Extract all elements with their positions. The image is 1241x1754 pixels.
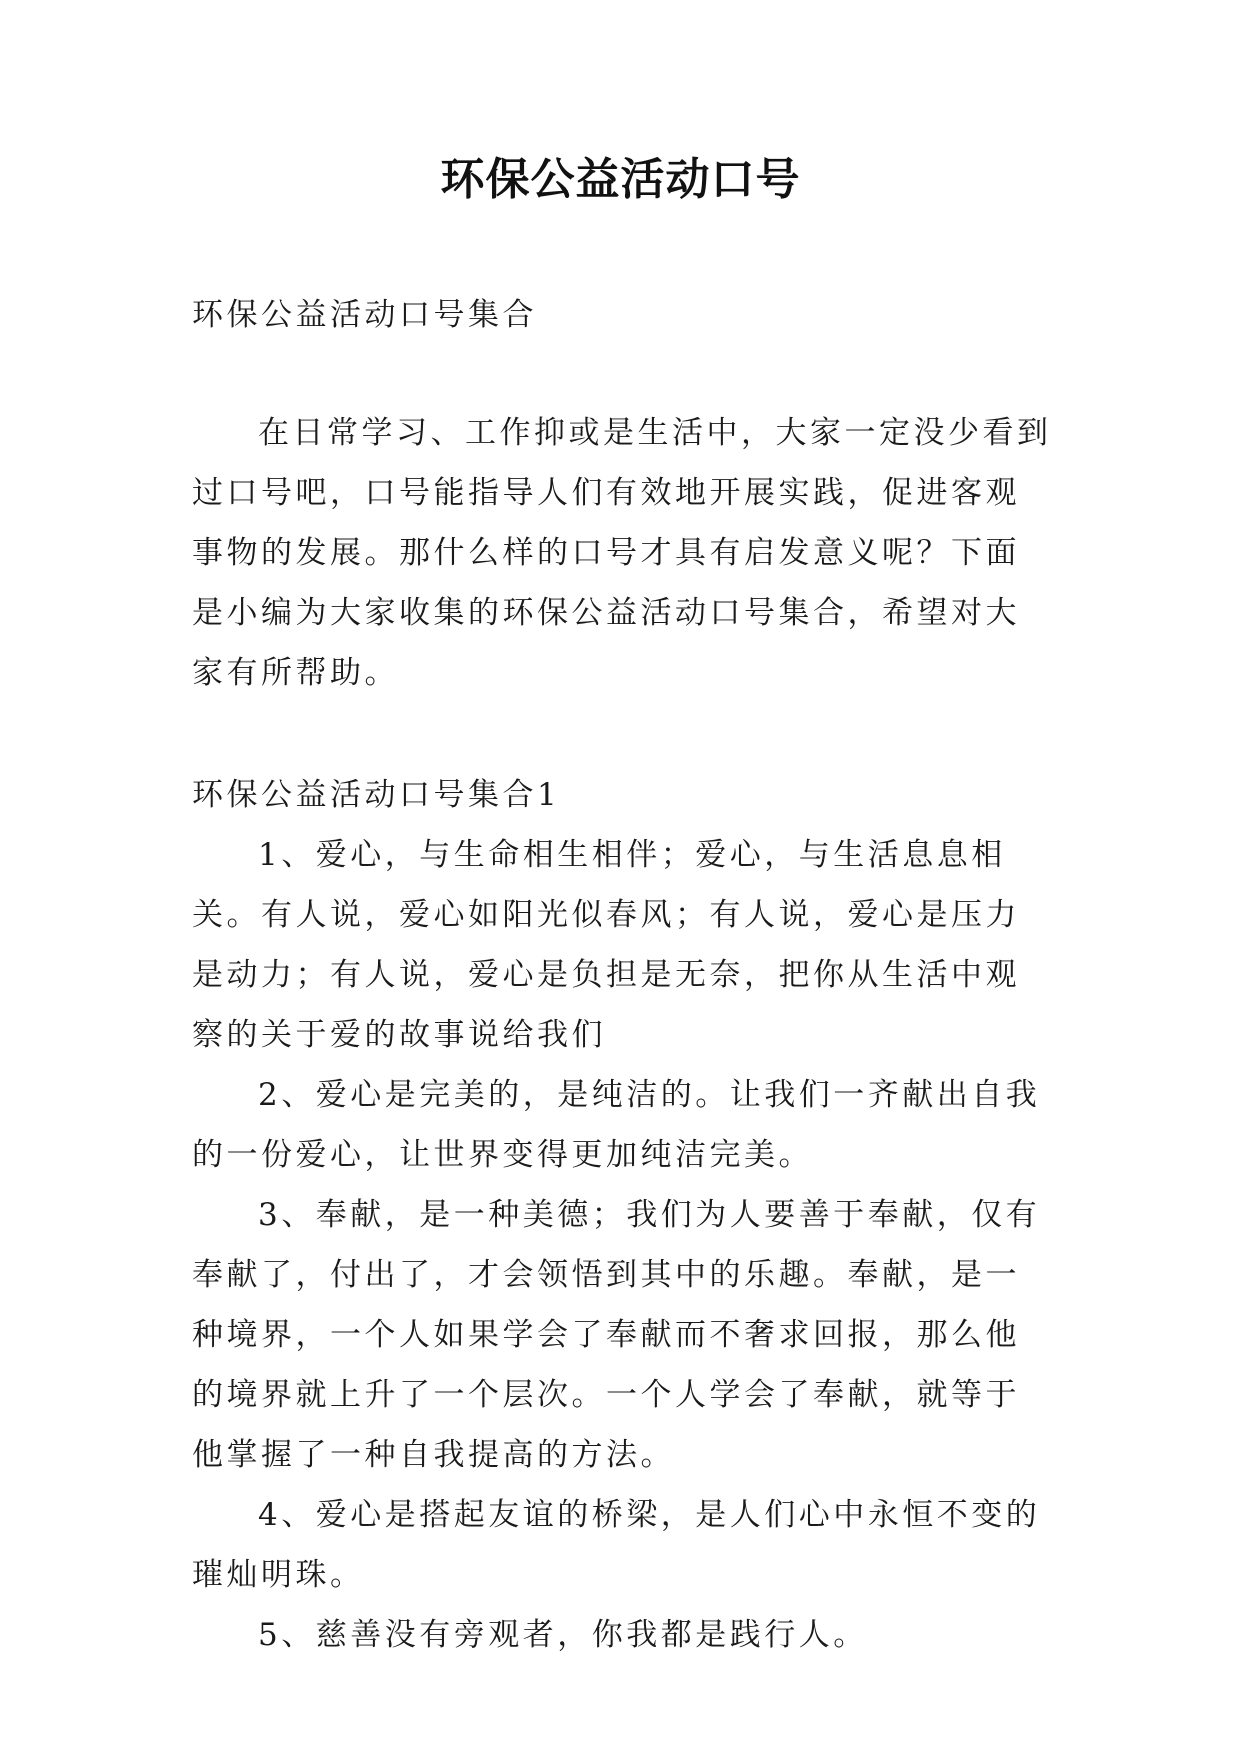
slogan-item-5: 5、慈善没有旁观者，你我都是践行人。	[258, 1617, 868, 1653]
slogan-item-2: 2、爱心是完美的，是纯洁的。让我们一齐献出自我的一份爱心，让世界变得更加纯洁完美。	[192, 1077, 1041, 1173]
document-title: 环保公益活动口号	[440, 154, 801, 205]
document-subtitle: 环保公益活动口号集合	[192, 297, 537, 333]
slogan-item-3: 3、奉献，是一种美德；我们为人要善于奉献，仅有奉献了，付出了，才会领悟到其中的乐趣。奉献，是一种境界，一个人如果学会了奉献而不奢求回报，那么他的境界就上升了一个层次。一个人学会了奉献，就等于他掌握了一种自我提高的方法。	[192, 1197, 1041, 1473]
slogan-item-1: 1、爱心，与生命相生相伴；爱心，与生活息息相关。有人说，爱心如阳光似春风；有人说，爱心是压力是动力；有人说，爱心是负担是无奈，把你从生活中观察的关于爱的故事说给我们	[192, 837, 1020, 1053]
section-title: 环保公益活动口号集合1	[192, 777, 561, 813]
slogan-item-4: 4、爱心是搭起友谊的桥梁，是人们心中永恒不变的璀灿明珠。	[192, 1497, 1041, 1593]
document-body	[192, 285, 1054, 1665]
intro-paragraph: 在日常学习、工作抑或是生活中，大家一定没少看到过口号吧，口号能指导人们有效地开展实践，促进客观事物的发展。那什么样的口号才具有启发意义呢？下面是小编为大家收集的环保公益活动口号集合，希望对大家有所帮助。	[192, 415, 1052, 691]
